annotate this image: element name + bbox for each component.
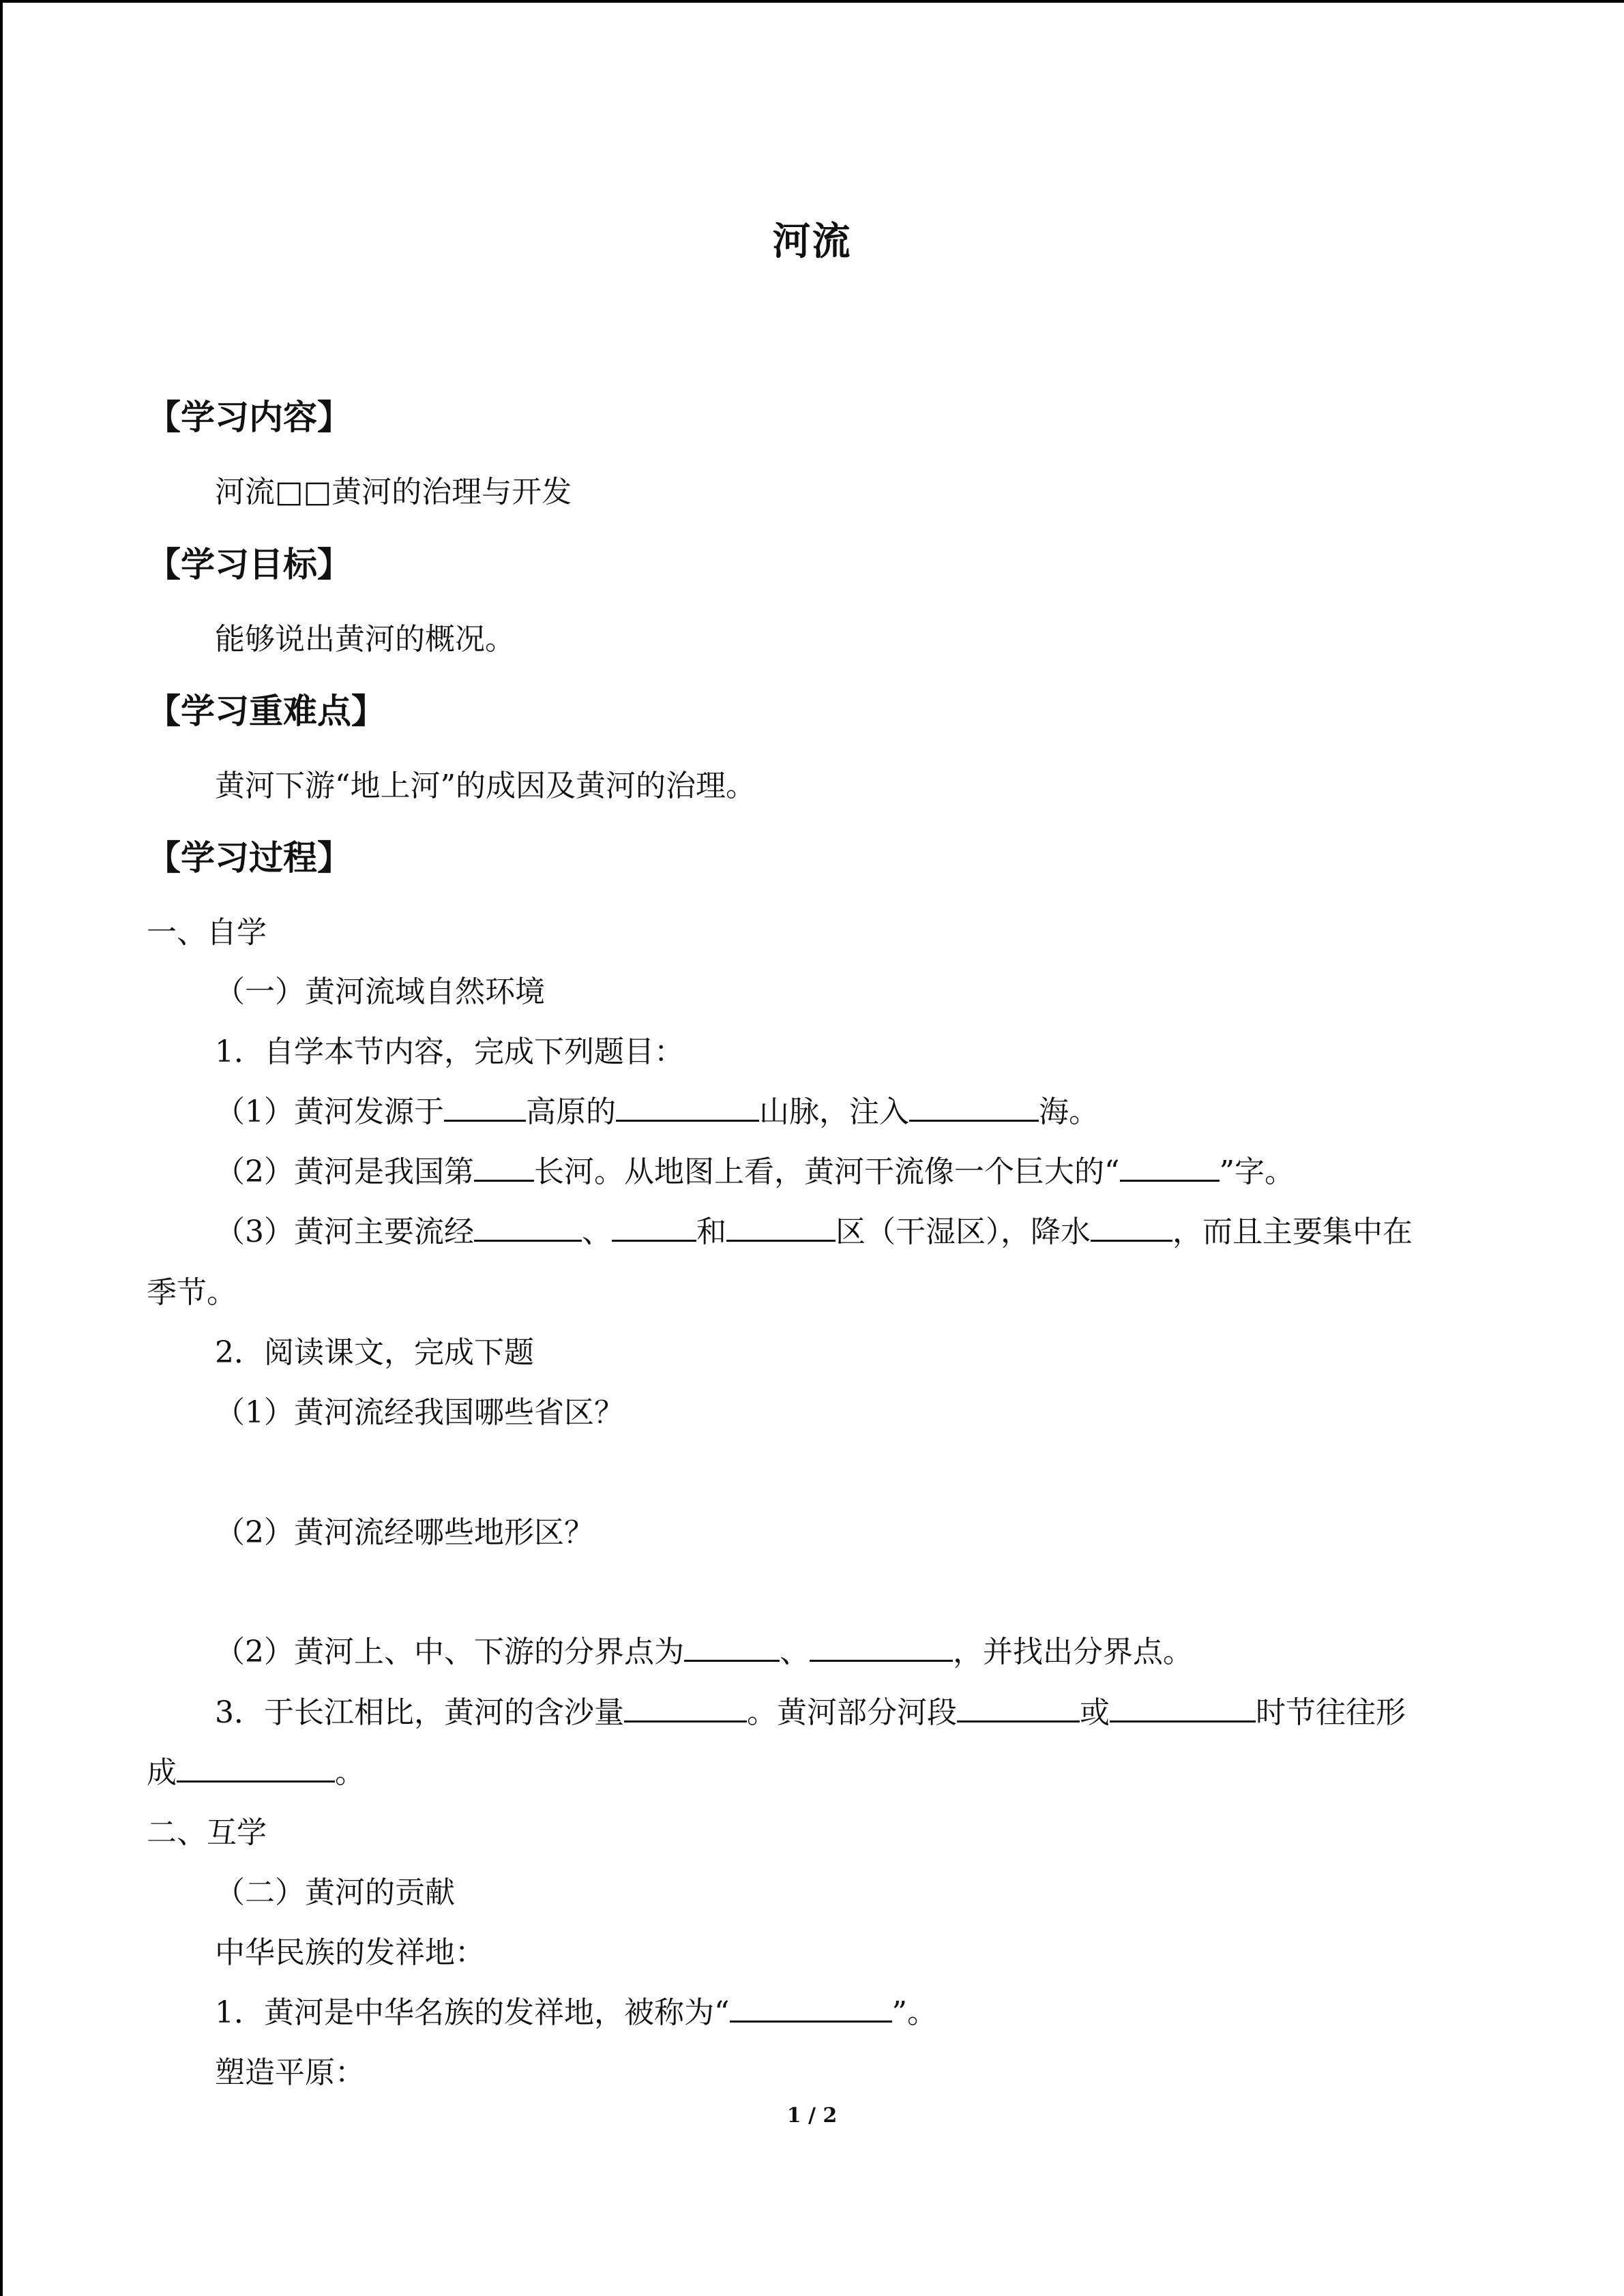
blank[interactable] — [726, 1215, 836, 1242]
q2-3: （2）黄河上、中、下游的分界点为 、 ，并找出分界点。 — [215, 1635, 1193, 1669]
blank[interactable] — [616, 1095, 759, 1122]
part2-label: 二、互学 — [147, 1815, 267, 1850]
blank[interactable] — [612, 1215, 696, 1242]
blank[interactable] — [1120, 1155, 1220, 1182]
blank[interactable] — [1110, 1696, 1256, 1723]
q2-1: （1）黄河流经我国哪些省区？ — [215, 1395, 624, 1430]
birthplace-label: 中华民族的发祥地： — [215, 1935, 485, 1970]
q2-intro: 2．阅读课文，完成下题 — [215, 1335, 534, 1370]
q1-3-continued: 季节。 — [147, 1275, 237, 1310]
q3: 3．于长江相比，黄河的含沙量 。黄河部分河段 或 时节往往形 — [215, 1695, 1406, 1730]
blank[interactable] — [177, 1756, 335, 1783]
q3-continued: 成 。 — [147, 1755, 365, 1790]
plain-label: 塑造平原： — [215, 2055, 365, 2090]
part2-sub2: （二）黄河的贡献 — [215, 1875, 455, 1910]
part1-sub1: （一）黄河流域自然环境 — [215, 974, 545, 1009]
q1-1: （1）黄河发源于 高原的 山脉，注入 海。 — [215, 1094, 1099, 1129]
q2-2: （2）黄河流经哪些地形区？ — [215, 1515, 594, 1550]
q1-3: （3）黄河主要流经 、 和 区（干湿区），降水 ，而且主要集中在 — [215, 1214, 1413, 1249]
page-right-border — [0, 0, 3, 2296]
blank[interactable] — [684, 1635, 780, 1662]
part2-q1: 1．黄河是中华名族的发祥地，被称为“ ”。 — [215, 1995, 937, 2030]
blank[interactable] — [474, 1155, 534, 1182]
blank[interactable] — [957, 1696, 1080, 1723]
heading-study-process: 【学习过程】 — [147, 838, 351, 878]
blank[interactable] — [909, 1095, 1039, 1122]
q1-2: （2）黄河是我国第 长河。从地图上看，黄河干流像一个巨大的“ ”字。 — [215, 1154, 1295, 1189]
page-title: 河流 — [772, 220, 852, 264]
blank[interactable] — [474, 1215, 582, 1242]
heading-study-content: 【学习内容】 — [147, 398, 351, 437]
blank[interactable] — [444, 1095, 526, 1122]
page-number: 1 / 2 — [786, 2104, 838, 2128]
heading-study-goal: 【学习目标】 — [147, 545, 351, 584]
study-content-text: 河流□□黄河的治理与开发 — [215, 475, 572, 509]
blank[interactable] — [1091, 1215, 1172, 1242]
key-points-text: 黄河下游“地上河”的成因及黄河的治理。 — [215, 769, 756, 803]
blank[interactable] — [810, 1635, 953, 1662]
page-top-border — [0, 0, 1624, 3]
study-goal-text: 能够说出黄河的概况。 — [215, 622, 515, 657]
heading-key-points: 【学习重难点】 — [147, 691, 385, 731]
blank[interactable] — [624, 1696, 747, 1723]
blank[interactable] — [730, 1996, 892, 2023]
q1-intro: 1．自学本节内容，完成下列题目： — [215, 1034, 684, 1069]
part1-label: 一、自学 — [147, 915, 267, 950]
